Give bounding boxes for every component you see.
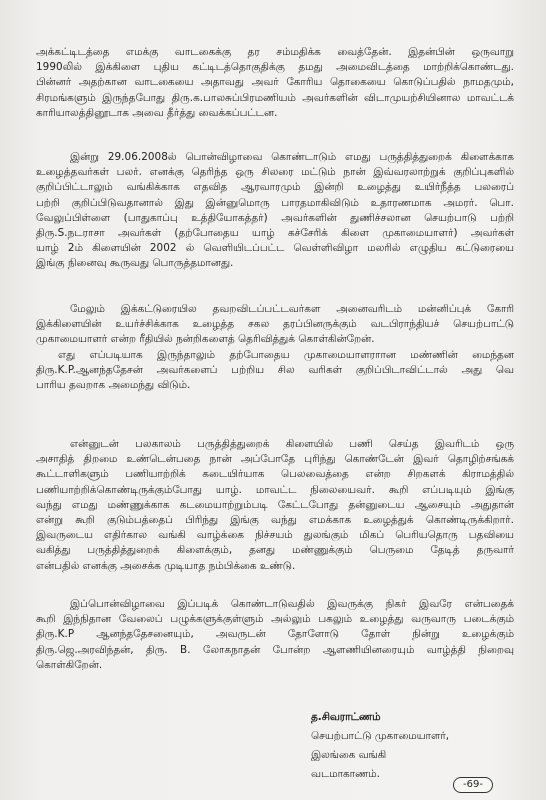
paragraph-line: இப்பொன்விழாவை இப்படிக் கொண்டாடுவதில் இவருக்கு நிகர் இவரே என்பதைக் <box>70 598 514 610</box>
signature-block <box>311 708 511 784</box>
paragraph-line: யாழ் 2ம் கிளையின் 2002 ல் வெளியிடப்பட்ட வெள்ளிவிழா மலரில் எழுதிய கட்டுரையை <box>36 242 514 255</box>
paragraph-line: திரு.ஜெ.அரவிந்தன், திரு. B. லோகநாதன் போன்ற ஆளணியினரையும் வாழ்த்தி நிறைவு <box>36 643 514 656</box>
page-number: -69- <box>453 777 493 793</box>
paragraph-line: கொள்கிறேன். <box>36 658 103 671</box>
paragraph-line: மேலும் இக்கட்டுரையில தவறவிடப்பட்டவர்கள அனைவரிடம் மன்னிப்புக் கோரி <box>70 303 514 315</box>
paragraph-4 <box>36 437 514 574</box>
paragraph-line: இன்று 29.06.2008ல் பொன்விழாவை கொண்டாடும் எமது பருத்தித்துறைக் கிளைக்காக <box>70 151 514 163</box>
signatory-name: த.சிவராட்ணம் <box>311 711 381 723</box>
paragraph-line: வேலுப்பிள்ளை (பாதுகாப்பு உத்தியோகத்தர்) அவர்களின் துணிச்சலான செயற்பாடு பற்றி <box>36 211 514 224</box>
paragraph-line: இங்கு நினைவு கூருவது பொருத்தமானது. <box>36 257 234 270</box>
signatory-region: வடமாகாணம். <box>311 768 380 780</box>
paragraph-line: குறிப்பிட்டாலும் வங்கிக்காக எதவித ஆரவாரமும் இன்றி உழைத்து உயிர்நீத்த பலரைப் <box>36 181 514 194</box>
paragraph-line: இவருடைய எதிர்கால வங்கி வாழ்க்கை நிச்சயம் துலங்கும் மிகப் பெரியதொரு பதவியை <box>36 529 514 542</box>
paragraph-line: பணியாற்றிக்கொண்டிருக்கும்போது யாழ். மாவட்ட நிலையைவர். கூறி எப்படியும் இங்கு <box>36 483 514 496</box>
paragraph-line: முகாமையாளர் என்ற ரீதியில் நன்றிகளைத் தெரிவித்துக் கொள்கின்றேன். <box>36 333 375 346</box>
paragraph-line: என்னுடன் பலகாலம் பருத்தித்துறைக் கிளையில் பணி செய்த இவரிடம் ஒரு <box>70 438 514 450</box>
paragraph-line: அக்கட்டிடத்தை எமக்கு வாடகைக்கு தர சம்மதிக்க வைத்தேன். இதன்பின் ஒருவாறு <box>36 46 514 58</box>
paragraph-line: பற்றி குறிப்பிடுவதானால் இது இன்னுமொரு பாரதமாகிவிடும் உதாரணமாக அமரர். பொ. <box>36 196 514 209</box>
paragraph-2 <box>36 150 514 272</box>
signatory-title: செயற்பாட்டு முகாமையாளர், <box>311 730 450 742</box>
paragraph-line: என்பதில் எனக்கு அசைக்க முடியாத நம்பிக்கை உண்டு. <box>36 559 296 572</box>
paragraph-line: கூறி இந்நிதான வேலைப் பழுக்களுக்குள்ளும் அல்லும் பகலும் உழைத்து வருவாரு படைக்கும் <box>36 613 514 626</box>
paragraph-line: உழைத்தவர்கள் பலர். எனக்கு தெரிந்த ஒரு சிலரை மட்டும் நான் இவ்வரலாற்றுக் குறிப்புகளில் <box>36 166 514 179</box>
paragraph-5 <box>36 597 514 673</box>
signatory-organization: இலங்கை வங்கி <box>311 749 387 761</box>
paragraph-line: சிரமங்களும் இருந்தபோது திரு.க.பாலசுப்பிரமணியம் அவர்களின் விடாமுயற்சியினால மாவட்டக் <box>36 91 514 104</box>
paragraph-line: கூட்டாளிகளும் பணியாற்றிக் கடையிர்யாக பெலவைத்தை என்ற சிறகளக் கிராமத்தில் <box>36 468 514 481</box>
paragraph-line: எது எப்படியாக இருந்தாலும் தற்போதைய முகாமையாளராான மண்ணின் மைந்தன <box>58 348 514 361</box>
paragraph-line: பின்னர் அதற்கான வாடகையை அதாவது அவர் கோரிய தொகையை கொடுப்பதில் நாமதமும், <box>36 76 514 89</box>
paragraph-line: திரு.K.P.ஆனந்ததேசன் அவர்களைப் பற்றிய சில வரிகள் குறிப்பிடாவிட்டால் அது வெ <box>36 363 514 376</box>
paragraph-line: 1990லில் இக்கிளை புதிய கட்டிடத்தொகுதிக்கு தமது அமைவிடத்தை மாற்றிக்கொண்டது. <box>36 61 514 74</box>
paragraph-line: வந்து எமது மண்ணுக்காக கடமையாற்றும்படி கேட்டபோது தன்னுடைய ஆசையும் அதுதான் <box>36 498 514 511</box>
paragraph-line: அசாதித் திறமை உண்டென்பதை நான் அப்போதே புரிந்து கொண்டேன் இவர் தொழிற்சங்கக் <box>36 453 514 466</box>
paragraph-line: இக்கிளையின் உயர்ச்சிக்காக உழைத்த சகல தரப்பினருக்கும் வடபிராந்தியச் செயற்பாட்டு <box>36 318 514 331</box>
paragraph-line: வகித்து பருத்தித்துறைக் கிளைக்கும், தனது மண்ணுக்கும் பெருமை தேடித் தருவார் <box>36 544 514 557</box>
paragraph-line: திரு.S.நடராசா அவர்கள் (தற்போதைய யாழ் கச்சேரிக் கிளை முகாமையாளர்) அவர்கள் <box>36 226 514 239</box>
paragraph-line: காரியாலத்தினூடாக அவை தீர்த்து வைக்கப்பட்டன. <box>36 106 278 119</box>
paragraph-line: என்று கூறி குடும்பத்தைப் பிரிந்து இங்கு வந்து எமக்காக உழைத்துக் கொண்டிருக்கிறார். <box>36 513 514 526</box>
paragraph-line: பாரிய தவறாக அமைந்து விடும். <box>36 378 191 391</box>
paragraph-line: திரு.K.P ஆனந்ததேசனையும், அவருடன் தோளோடு தோள் நின்று உழைக்கும் <box>36 628 514 641</box>
paragraph-1 <box>36 45 514 121</box>
paragraph-3 <box>36 302 514 393</box>
